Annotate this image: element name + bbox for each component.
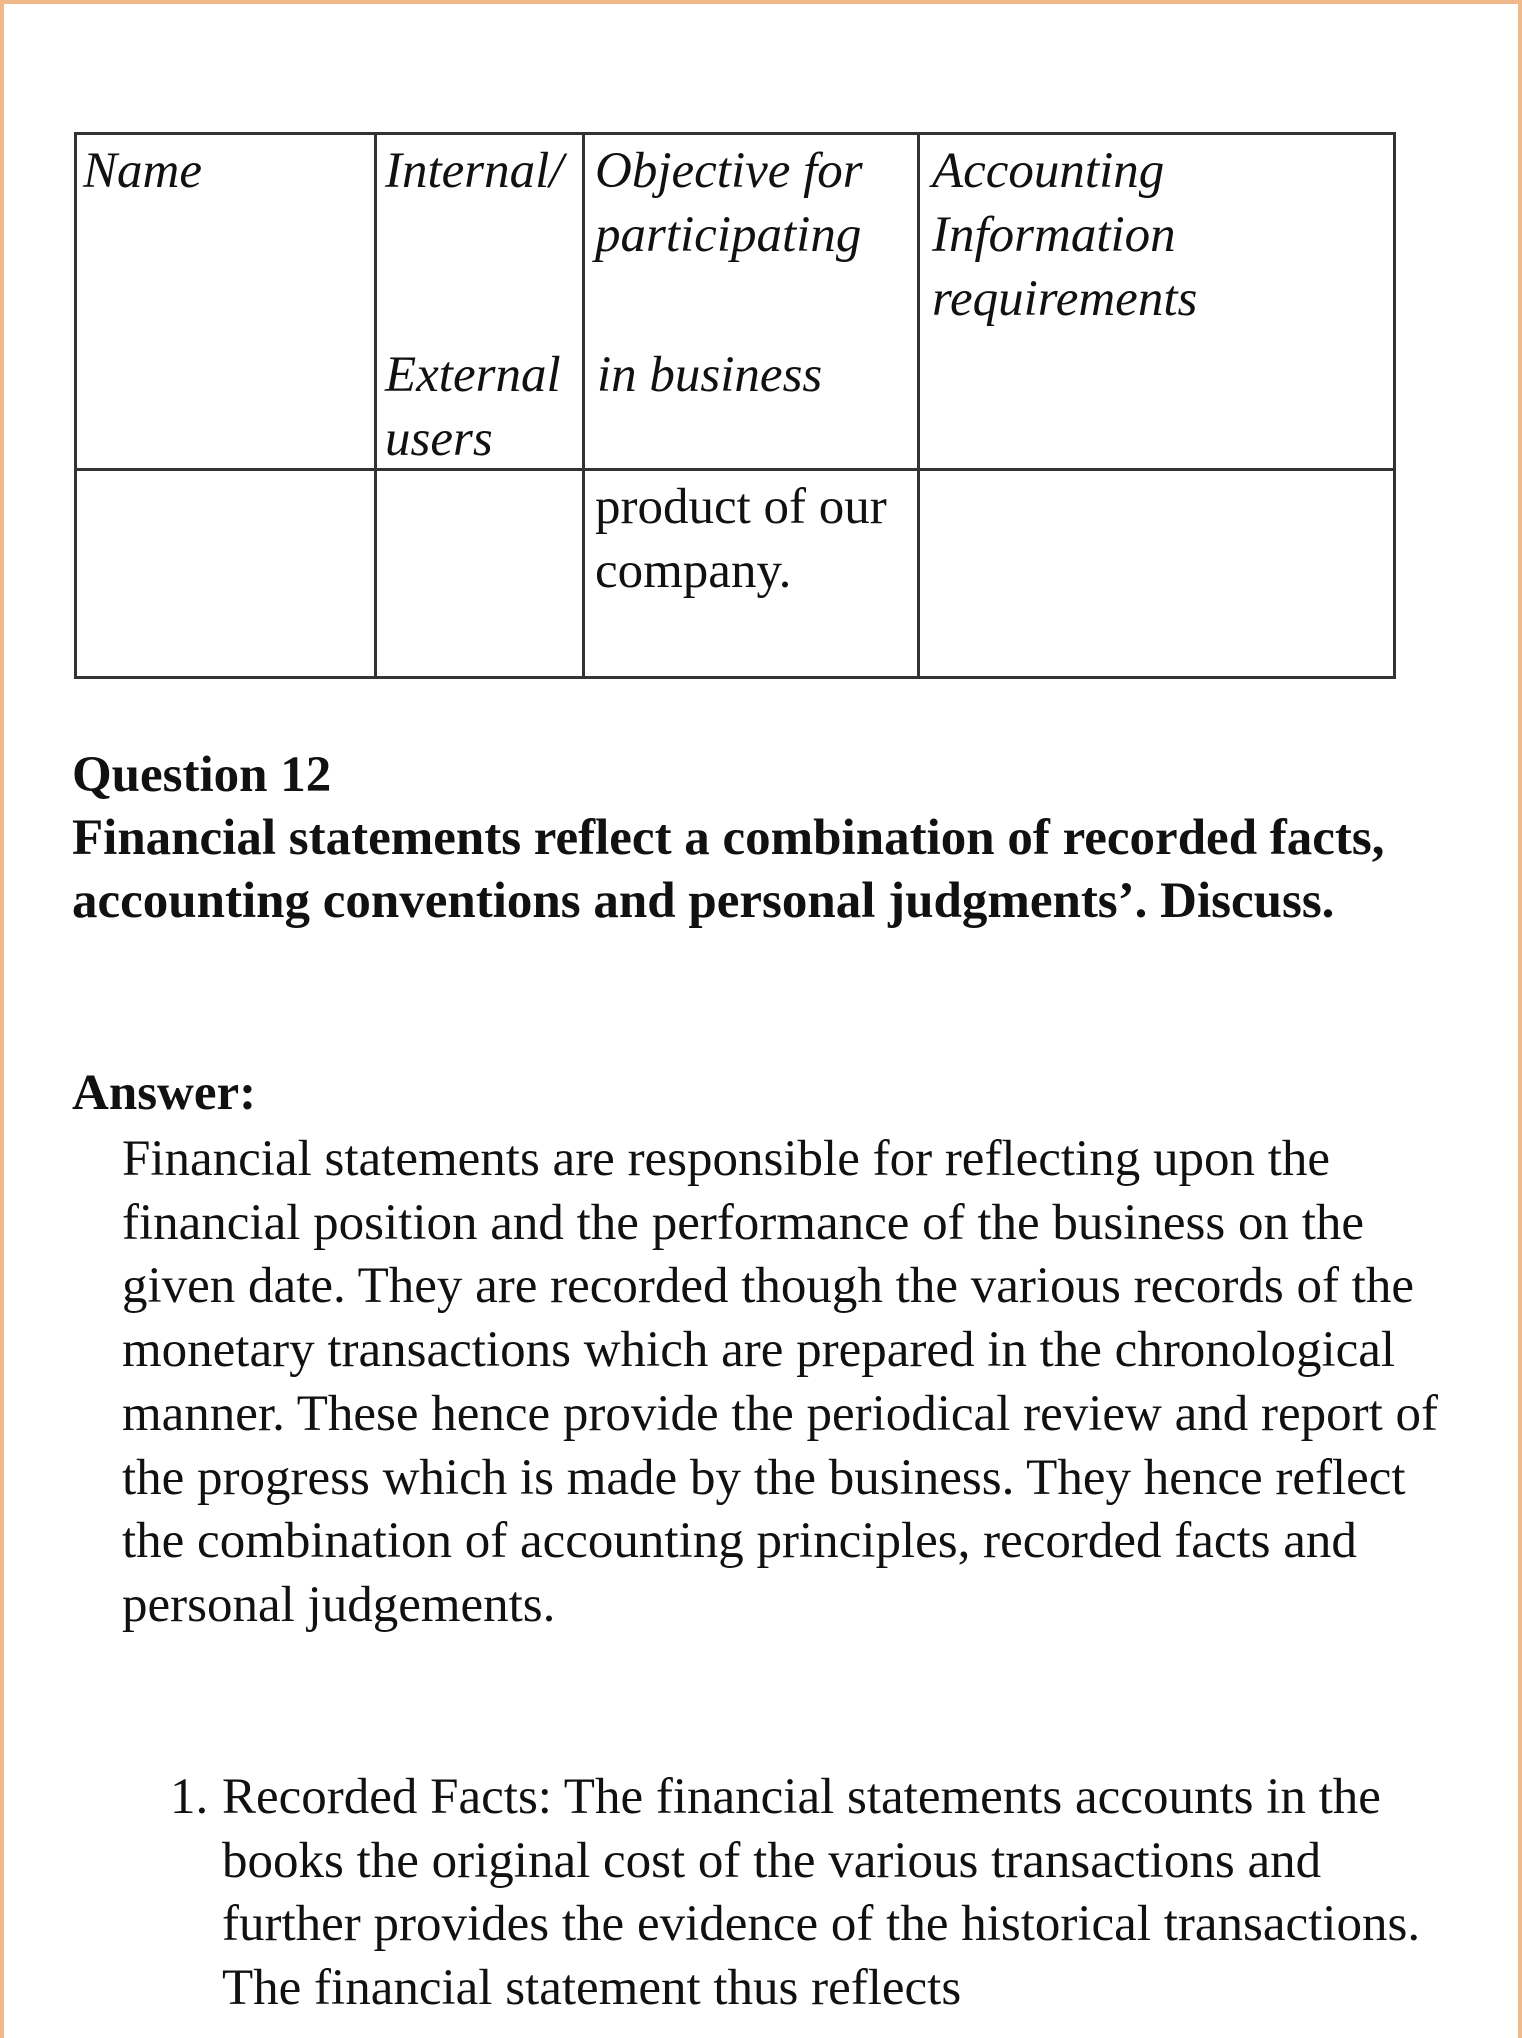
question-title: Question 12	[72, 747, 332, 803]
table-header-row	[76, 134, 1395, 470]
header-internal-text: Internal/	[385, 143, 564, 199]
header-cell-accounting	[919, 134, 1395, 470]
header-objective-line2: participating	[595, 207, 862, 263]
question-text: Financial statements reflect a combination of recorded facts, accounting conventions and personal judgments’. Discuss.	[72, 810, 1385, 929]
row-cell-name	[76, 470, 376, 678]
header-accounting-line3: requirements	[932, 271, 1198, 327]
table-row	[76, 470, 1395, 678]
header-external-text: External	[385, 347, 561, 403]
answer-label: Answer:	[72, 1065, 257, 1121]
row-cell-internal-external	[376, 470, 584, 678]
list-item-text: Recorded Facts: The financial statements accounts in the books the original cost of the various transactions and further provides the evidence of the historical transactions. The financial statement thus reflects	[222, 1769, 1421, 2017]
row-objective-line2: company.	[595, 543, 792, 599]
header-objective-line1: Objective for	[595, 143, 863, 199]
header-name-text: Name	[83, 143, 202, 199]
header-users-text: users	[385, 411, 493, 467]
stakeholder-table	[74, 132, 1396, 679]
header-cell-objective	[584, 134, 919, 470]
header-cell-internal-external	[376, 134, 584, 470]
answer-paragraph: Financial statements are responsible for reflecting upon the financial position and the performance of the business on the given date. They are recorded though the various records of the monetary transactions which are prepared in the chronological manner. These hence provide the periodical review and report of the progress which is made by the business. They hence reflect the combination of accounting principles, recorded facts and personal judgements.	[122, 1131, 1439, 1633]
header-cell-name	[76, 134, 376, 470]
header-accounting-line1: Accounting	[932, 143, 1165, 199]
header-accounting-line2: Information	[932, 207, 1176, 263]
row-objective-line1: product of our	[595, 479, 887, 535]
row-cell-objective	[584, 470, 919, 678]
question-block	[72, 744, 1452, 933]
row-cell-accounting	[919, 470, 1395, 678]
header-objective-line3: in business	[597, 347, 823, 403]
list-item-number: 1.	[170, 1769, 209, 1825]
